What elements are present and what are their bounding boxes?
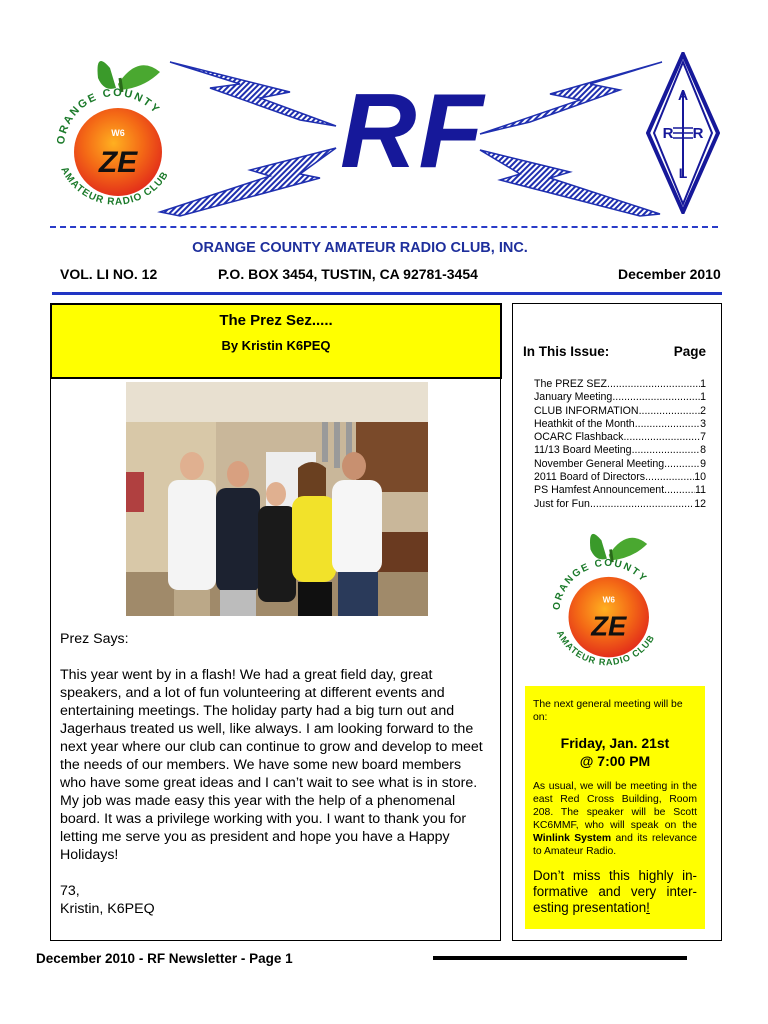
arrl-letter-r1: R [662, 125, 674, 142]
toc-item-general-meeting[interactable] [534, 458, 706, 471]
toc-heading: In This Issue: [523, 344, 610, 359]
prez-byline: By Kristin K6PEQ [221, 338, 331, 353]
toc-item-flashback[interactable] [534, 431, 706, 444]
meeting-details-text: As usual, we will be meeting in the east Red Cross Building, Room 208. The speaker will be Scott KC6MMF, who will speak on the [533, 781, 697, 831]
toc-item-title: Just for Fun [534, 497, 590, 510]
masthead-blue-rule [52, 292, 722, 295]
club-address: P.O. BOX 3454, TUSTIN, CA 92781-3454 [218, 266, 478, 282]
toc-item-title: PS Hamfest Announcement [534, 484, 665, 497]
logo-callsign-big: ZE [98, 146, 138, 179]
volume-number: VOL. LI NO. 12 [60, 266, 158, 282]
meeting-date-line-2: @ 7:00 PM [579, 753, 651, 769]
toc-item-page: 3 [700, 417, 706, 430]
group-photo [126, 382, 428, 616]
toc-item-title: Heathkit of the Month [534, 417, 635, 430]
meeting-details-tail: and its relevance to Amateur Radio. [533, 833, 697, 857]
toc-item-january-meeting[interactable] [534, 391, 706, 404]
ocarc-logo-small [536, 522, 676, 682]
toc-item-title: 11/13 Board Meeting [534, 444, 632, 457]
toc-item-page: 2 [700, 404, 706, 417]
issue-date: December 2010 [618, 266, 721, 282]
prez-closing-73: 73, [60, 883, 80, 899]
small-logo-bottom-text: AMATEUR RADIO CLUB [554, 628, 657, 668]
small-logo-callsign-big: ZE [591, 610, 627, 642]
toc-item-board-of-directors[interactable] [534, 471, 706, 484]
toc-item-title: CLUB INFORMATION [534, 404, 639, 417]
toc-item-page: 7 [700, 431, 706, 444]
toc-item-hamfest[interactable] [534, 484, 706, 497]
toc-item-page: 11 [695, 484, 706, 497]
small-logo-top-text: ORANGE COUNTY [551, 557, 650, 611]
meeting-cta-text: Don’t miss this highly informative and very interesting presentation [533, 868, 697, 915]
meeting-details [533, 780, 697, 858]
prez-signature: Kristin, K6PEQ [60, 901, 155, 917]
prez-title: The Prez Sez..... [219, 312, 333, 329]
toc-item-board-meeting[interactable] [534, 444, 706, 457]
logo-callsign-small: W6 [111, 128, 125, 138]
arrl-diamond-logo [646, 52, 720, 214]
masthead-dashed-rule [50, 226, 718, 228]
toc-item-title: November General Meeting [534, 457, 665, 470]
small-logo-callsign-small: W6 [602, 595, 615, 605]
toc-item-just-for-fun[interactable] [534, 498, 706, 511]
arrl-letter-l: L [678, 165, 688, 181]
prez-article-body [60, 630, 490, 918]
newsletter-title: RF [340, 72, 486, 190]
meeting-date-line-1: Friday, Jan. 21st [560, 735, 670, 751]
toc-item-page: 1 [700, 391, 706, 404]
meeting-intro: The next general meeting will be on: [533, 699, 683, 723]
toc-item-page: 8 [700, 444, 706, 457]
toc-item-page: 12 [694, 497, 706, 510]
toc-item-title: The PREZ SEZ [534, 378, 607, 390]
toc-item-page: 9 [700, 457, 706, 470]
toc-item-page: 10 [694, 471, 706, 484]
prez-salutation: Prez Says: [60, 631, 129, 647]
toc-heading-row [523, 344, 706, 359]
arrl-letter-a: A [677, 87, 689, 103]
toc-item-page: 1 [700, 378, 706, 390]
prez-header-box [50, 303, 502, 379]
prez-body-text: This year went by in a flash! We had a great field day, great speakers, and a lot of fun volunteering at different events and entertaining meetings. The holiday party had a big turn out and Jagerhaus treated us well, like always. I am looking forward to the next year where our club can continue to grow and develop to meet the needs of our members. We have some new board members who have some great ideas and I can’t wait to see what is in store. My job was made easy this year with the help of a phenomenal board. It was a privilege working with you. I want to thank you for letting me serve you as president and hope you have a Happy Holidays! [60, 667, 483, 863]
meeting-cta [533, 868, 697, 916]
meeting-date [533, 734, 697, 770]
toc-item-title: 2011 Board of Directors [534, 471, 646, 484]
club-name: ORANGE COUNTY AMATEUR RADIO CLUB, INC. [192, 240, 528, 256]
logo-bottom-text: AMATEUR RADIO CLUB [58, 165, 172, 208]
meeting-cta-exclaim: ! [646, 900, 650, 915]
next-meeting-box [525, 686, 705, 929]
toc-page-heading: Page [673, 344, 706, 359]
footer-rule [433, 956, 687, 960]
toc-item-prez-sez[interactable] [534, 378, 706, 391]
page-footer: December 2010 - RF Newsletter - Page 1 [36, 951, 293, 966]
toc-item-heathkit[interactable] [534, 418, 706, 431]
toc-item-club-information[interactable] [534, 405, 706, 418]
toc-item-title: January Meeting [534, 391, 613, 404]
logo-top-text: ORANGE COUNTY [54, 86, 163, 146]
toc-list [534, 378, 706, 511]
toc-item-title: OCARC Flashback [534, 431, 624, 444]
meeting-topic: Winlink System [533, 833, 612, 844]
arrl-letter-r2: R [692, 125, 704, 142]
